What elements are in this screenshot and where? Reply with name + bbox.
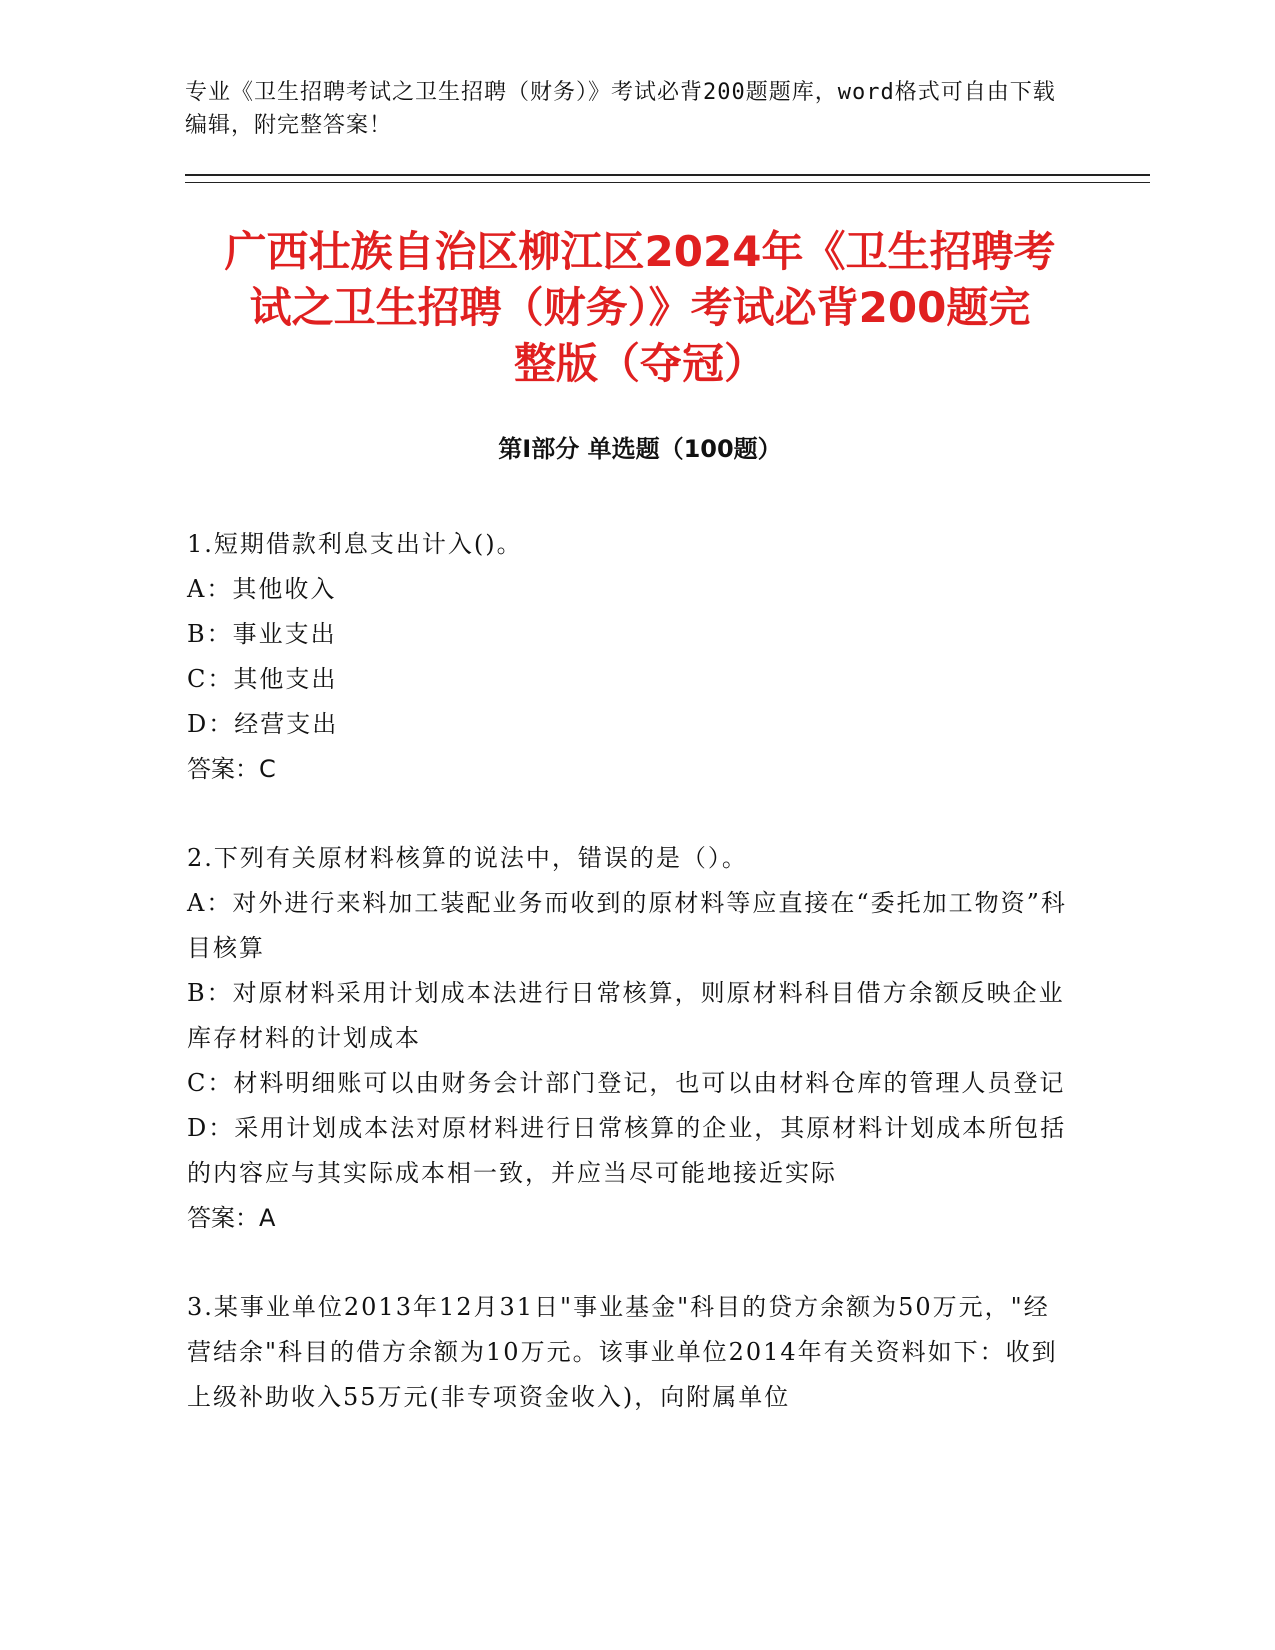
section-heading: 第Ⅰ部分 单选题（100题）	[498, 435, 782, 463]
option-a: A：对外进行来料加工装配业务而收到的原材料等应直接在“委托加工物资”科目核算	[187, 889, 1067, 962]
header-divider-thin	[185, 182, 1150, 183]
header-divider-thick	[185, 174, 1150, 176]
option-a: A：其他收入	[187, 575, 337, 603]
title-line: 广西壮族自治区柳江区2024年《卫生招聘考	[224, 227, 1056, 276]
option-b: B：对原材料采用计划成本法进行日常核算，则原材料科目借方余额反映企业库存材料的计划成本	[187, 979, 1065, 1052]
option-b: B：事业支出	[187, 620, 337, 648]
question-stem: 1.短期借款利息支出计入()。	[187, 530, 523, 558]
title-line: 试之卫生招聘（财务）》考试必背200题完	[249, 283, 1031, 332]
option-c: C：材料明细账可以由财务会计部门登记，也可以由材料仓库的管理人员登记	[187, 1069, 1066, 1097]
question-list	[187, 522, 1067, 1464]
answer-key: 答案：A	[187, 1204, 276, 1232]
question-item	[187, 1285, 1067, 1420]
document-title	[160, 224, 1120, 392]
answer-key: 答案：C	[187, 755, 276, 783]
question-item	[187, 836, 1067, 1241]
header-note: 专业《卫生招聘考试之卫生招聘（财务）》考试必背200题题库，word格式可自由下载编辑，附完整答案！	[185, 80, 1056, 138]
option-d: D：采用计划成本法对原材料进行日常核算的企业，其原材料计划成本所包括的内容应与其实际成本相一致，并应当尽可能地接近实际	[187, 1114, 1067, 1187]
question-stem: 2.下列有关原材料核算的说法中，错误的是（）。	[187, 844, 748, 872]
question-stem: 3.某事业单位2013年12月31日"事业基金"科目的贷方余额为50万元，"经营结余"科目的借方余额为10万元。该事业单位2014年有关资料如下：收到上级补助收入55万元(非专项资金收入)，向附属单位	[187, 1293, 1058, 1411]
question-item	[187, 522, 1067, 792]
option-d: D：经营支出	[187, 710, 339, 738]
title-line: 整版（夺冠）	[513, 339, 766, 388]
option-c: C：其他支出	[187, 665, 338, 693]
